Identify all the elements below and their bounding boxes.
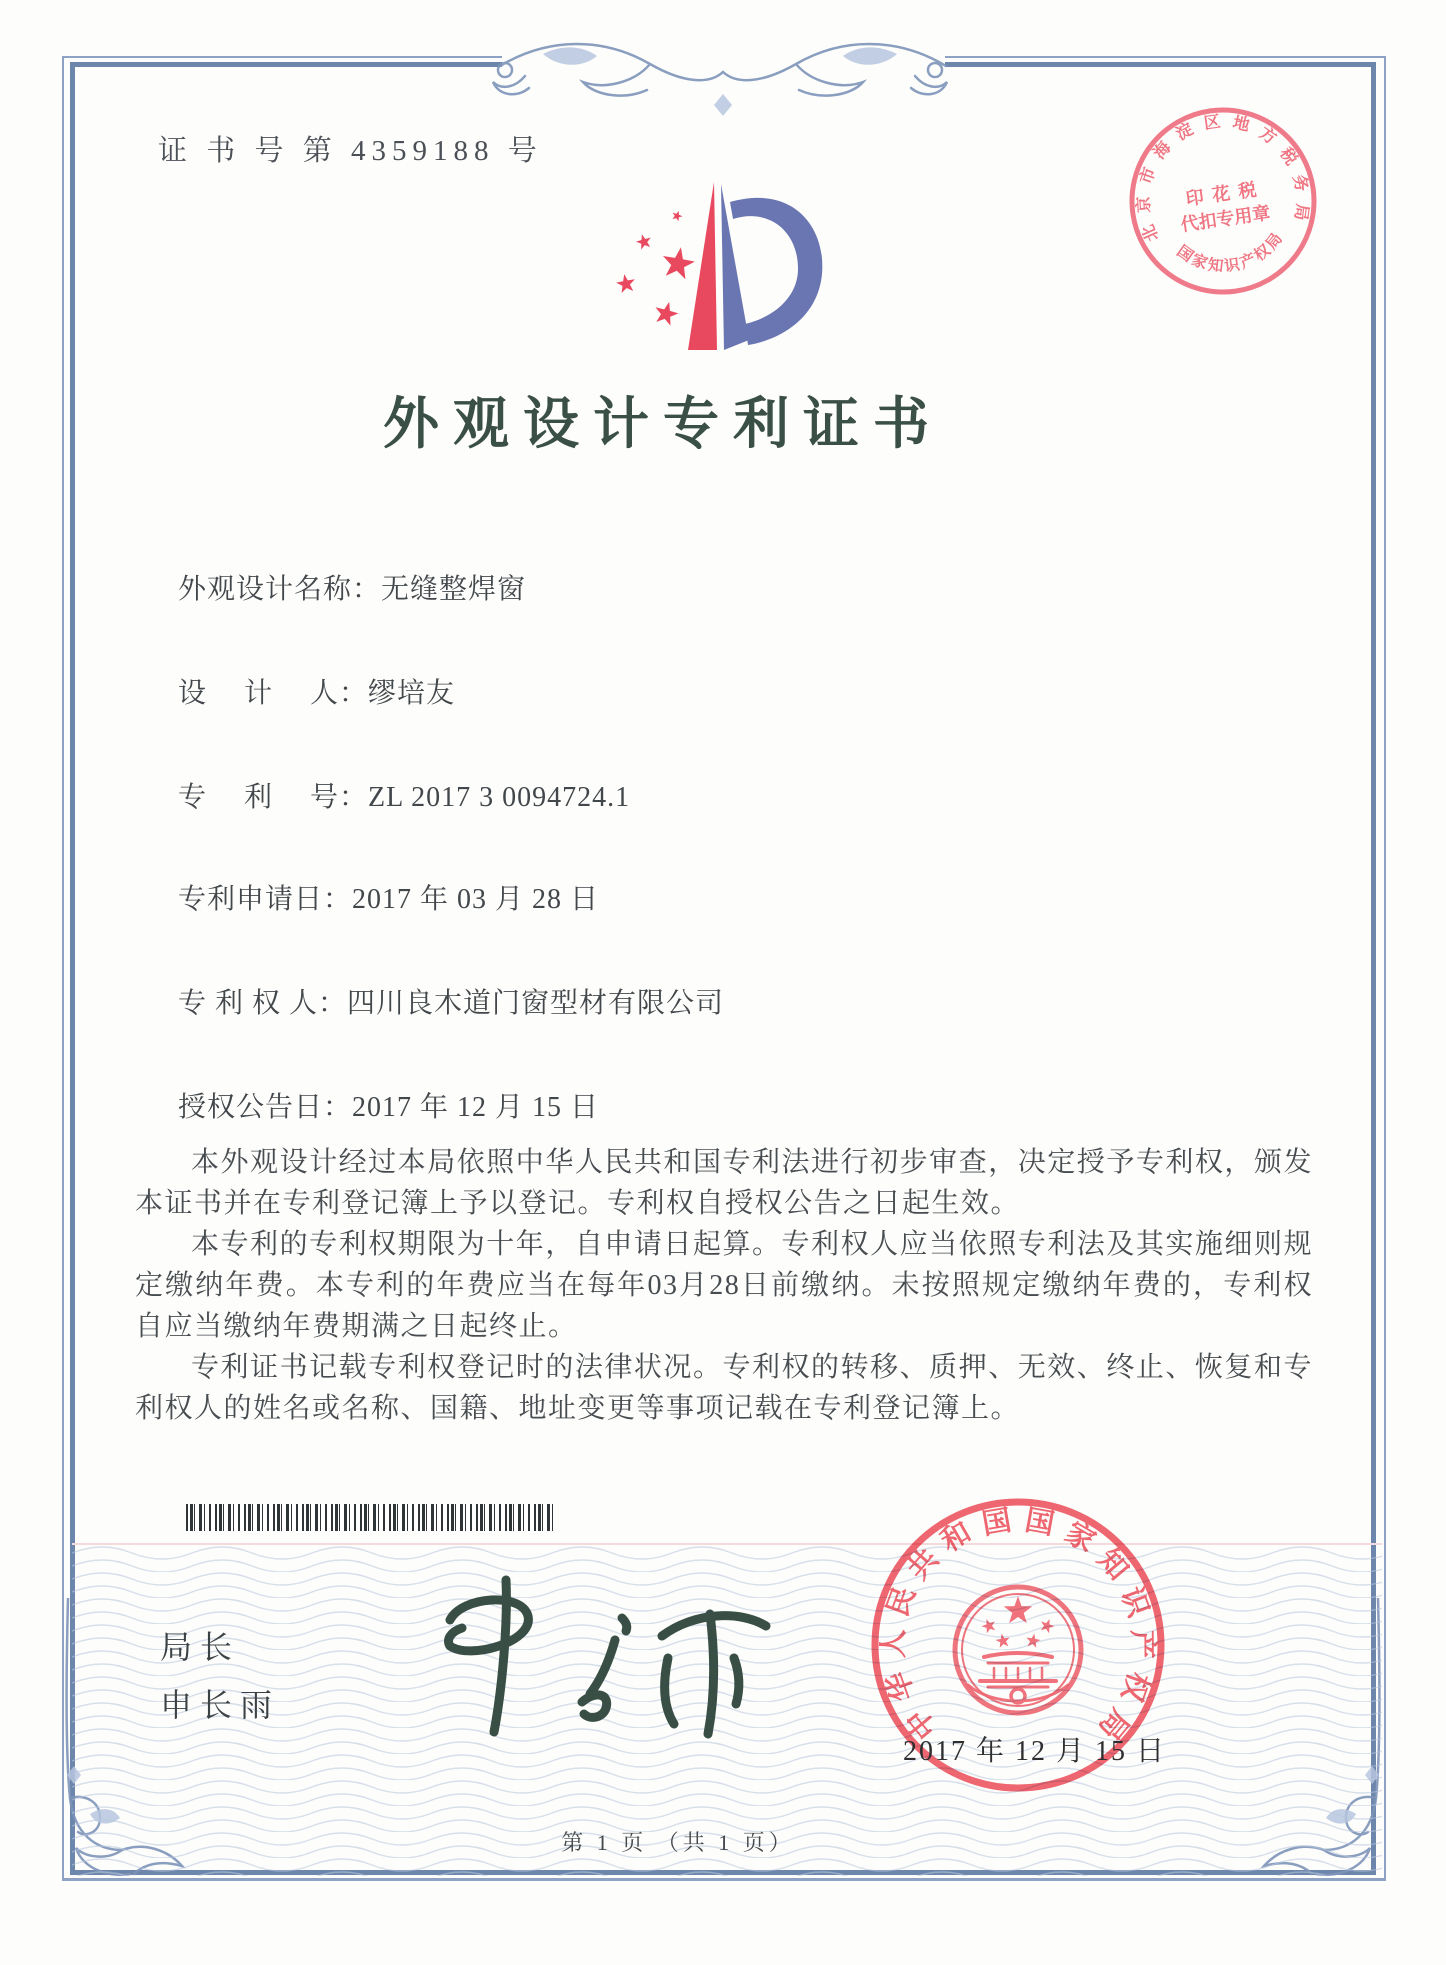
field-patent-number [178,775,630,815]
field-filing-date [178,877,599,917]
signer-name: 申长雨 [160,1687,281,1723]
legal-paragraph-1: 本外观设计经过本局依照中华人民共和国专利法进行初步审查，决定授予专利权，颁发本证书并在专利登记簿上予以登记。专利权自授权公告之日起生效。 [135,1147,1313,1219]
field-value: 缪培友 [368,678,456,709]
legal-paragraph-3: 专利证书记载专利权登记时的法律状况。专利权的转移、质押、无效、终止、恢复和专利权人的姓名或名称、国籍、地址变更等事项记载在专利登记簿上。 [135,1352,1313,1424]
field-label: 授权公告日： [178,1092,353,1123]
field-value: 无缝整焊窗 [381,574,527,605]
signer-block [160,1618,280,1734]
certificate-number: 证 书 号 第 4359188 号 [158,135,543,167]
border-top-outer-left [62,56,502,58]
border-bottom-outer [62,1878,1386,1881]
signer-title: 局长 [160,1629,241,1665]
agency-seal-ring-text: 中华人民共和国国家知识产权局 [877,1504,1159,1746]
border-top-outer-right [945,56,1386,58]
cnipa-logo [598,172,838,362]
legal-text [135,1142,1313,1429]
field-value: 2017 年 12 月 15 日 [352,1092,600,1123]
field-label: 设 计 人： [178,678,369,709]
barcode [186,1504,554,1531]
handwritten-signature [410,1562,780,1742]
svg-text:国家知识产权局 [1172,227,1290,282]
issue-date: 2017 年 12 月 15 日 [903,1736,1167,1767]
field-design-name [178,567,526,607]
field-label: 专利申请日： [178,884,353,915]
page-title: 外观设计专利证书 [383,394,943,456]
field-label: 外观设计名称： [178,574,382,605]
tax-stamp-inner-text: 国家知识产权局 [1173,230,1286,276]
tax-stamp-outer-text: 北京市海淀区地方税务局 [1133,111,1313,245]
legal-paragraph-2: 本专利的专利权期限为十年，自申请日起算。专利权人应当依照专利法及其实施细则规定缴纳年费。本专利的年费应当在每年03月28日前缴纳。未按照规定缴纳年费的，专利权自应当缴纳年费期满之日起终止。 [135,1229,1313,1342]
field-value: 四川良木道门窗型材有限公司 [347,988,725,1019]
field-value: ZL 2017 3 0094724.1 [368,782,631,813]
field-designer [178,671,455,711]
field-patentee [178,981,724,1021]
tax-stamp-seal [1110,88,1336,314]
field-label: 专 利 权 人： [178,988,348,1019]
border-top-inner-left [70,62,502,67]
field-label: 专 利 号： [178,782,369,813]
border-top-inner-right [945,62,1376,67]
tax-stamp-center-line2: 代扣专用章 [1179,202,1272,235]
tax-stamp-center-line1: 印 花 税 [1184,179,1260,210]
page-footer: 第 1 页 （共 1 页） [561,1830,795,1855]
pink-rule [72,1543,1382,1545]
field-grant-date [178,1085,599,1125]
top-border-ornament [455,24,985,129]
field-value: 2017 年 03 月 28 日 [352,884,600,915]
